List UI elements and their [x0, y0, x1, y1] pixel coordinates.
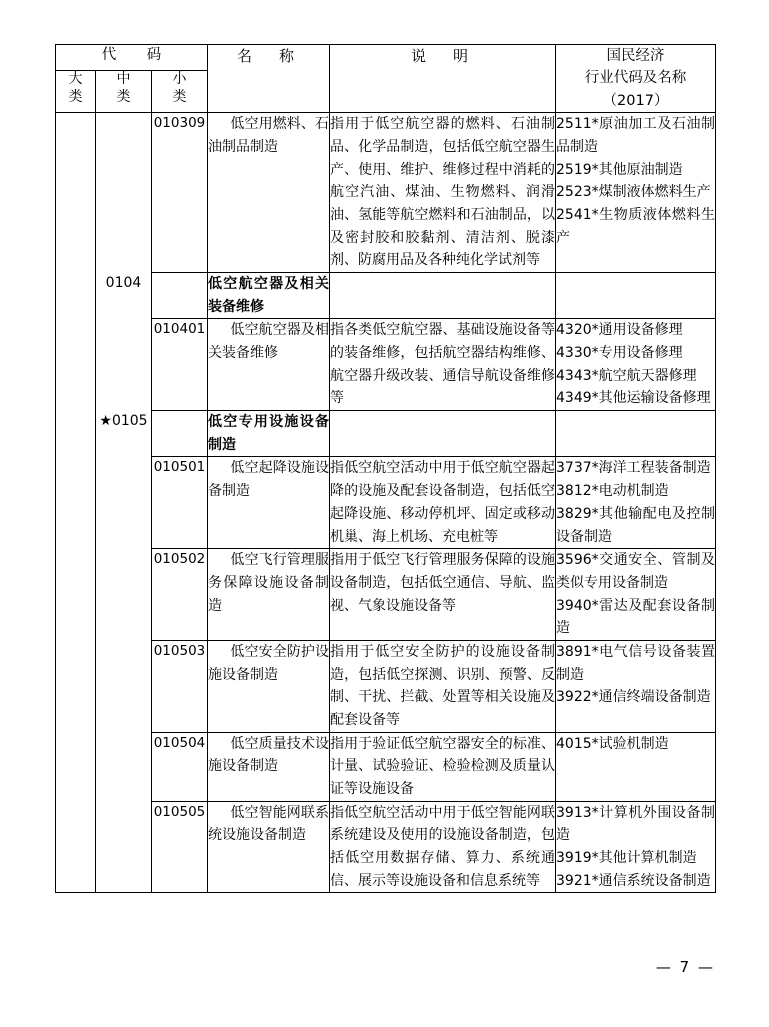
header-gm-line3: （2017） — [602, 92, 669, 109]
cell-big-class — [56, 113, 96, 273]
table-row — [56, 549, 716, 641]
cell-gm-code — [556, 411, 716, 457]
table-header-row-1 — [56, 45, 716, 71]
cell-name: 低空起降设施设备制造 — [208, 457, 330, 549]
cell-description: 指用于低空安全防护的设施设备制造，包括低空探测、识别、预警、反制、干扰、拦截、处置等相关设施及配套设备等 — [330, 640, 556, 732]
gm-entry: 3596*交通安全、管制及类似专用设备制造 — [556, 552, 715, 591]
cell-mid-class: 0104 — [96, 273, 152, 319]
cell-name: 低空航空器及相关装备维修 — [208, 273, 330, 319]
cell-gm-code — [556, 273, 716, 319]
cell-description: 指用于低空飞行管理服务保障的设施设备制造，包括低空通信、导航、监视、气象设施设备等 — [330, 549, 556, 641]
gm-entry: 2511*原油加工及石油制品制造 — [556, 116, 715, 156]
cell-gm-code — [556, 319, 716, 411]
cell-gm-code — [556, 732, 716, 801]
cell-gm-code — [556, 549, 716, 641]
cell-small-class: 010309 — [152, 113, 208, 273]
cell-mid-class — [96, 640, 152, 732]
gm-entry: 3922*通信终端设备制造 — [556, 689, 711, 706]
header-name — [208, 45, 330, 113]
cell-small-class: 010401 — [152, 319, 208, 411]
header-description — [330, 45, 556, 113]
gm-entry: 3829*其他输配电及控制设备制造 — [556, 505, 715, 545]
cell-big-class — [56, 457, 96, 549]
cell-small-class — [152, 273, 208, 319]
header-gm-code — [556, 45, 716, 113]
cell-name: 低空航空器及相关装备维修 — [208, 319, 330, 411]
cell-mid-class — [96, 113, 152, 273]
header-code-group-label: 代 码 — [101, 47, 170, 63]
cell-gm-code — [556, 801, 716, 893]
gm-entry: 3737*海洋工程装备制造 — [556, 460, 711, 477]
cell-small-class — [152, 411, 208, 457]
cell-mid-class — [96, 319, 152, 411]
cell-name: 低空质量技术设施设备制造 — [208, 732, 330, 801]
header-big-class: 大 类 — [56, 71, 96, 113]
header-mid-class: 中 类 — [96, 71, 152, 113]
table-row — [56, 457, 716, 549]
cell-big-class — [56, 640, 96, 732]
cell-small-class: 010501 — [152, 457, 208, 549]
cell-big-class — [56, 732, 96, 801]
header-gm-line2: 行业代码及名称 — [584, 70, 687, 87]
table-row — [56, 732, 716, 801]
gm-entry: 4320*通用设备修理 — [556, 322, 683, 339]
cell-description — [330, 273, 556, 319]
gm-entry: 2523*煤制液体燃料生产 — [556, 184, 711, 201]
cell-name: 低空用燃料、石油制品制造 — [208, 113, 330, 273]
gm-entry: 3891*电气信号设备装置制造 — [556, 643, 715, 683]
gm-entry: 3940*雷达及配套设备制造 — [556, 597, 715, 637]
gm-entry: 4015*试验机制造 — [556, 735, 669, 752]
cell-big-class — [56, 319, 96, 411]
cell-mid-class — [96, 732, 152, 801]
industry-classification-table — [55, 44, 716, 893]
cell-big-class — [56, 801, 96, 893]
cell-name: 低空专用设施设备制造 — [208, 411, 330, 457]
header-small-class: 小 类 — [152, 71, 208, 113]
header-code-group — [56, 45, 208, 71]
table-row — [56, 113, 716, 273]
cell-gm-code — [556, 640, 716, 732]
cell-mid-class — [96, 457, 152, 549]
gm-entry: 2541*生物质液体燃料生产 — [556, 207, 715, 246]
cell-name: 低空智能网联系统设施设备制造 — [208, 801, 330, 893]
cell-description: 指用于验证低空航空器安全的标准、计量、试验验证、检验检测及质量认证等设施设备 — [330, 732, 556, 801]
cell-mid-class: ★0105 — [96, 411, 152, 457]
cell-description — [330, 411, 556, 457]
cell-small-class: 010505 — [152, 801, 208, 893]
cell-mid-class — [96, 801, 152, 893]
cell-small-class: 010502 — [152, 549, 208, 641]
cell-gm-code — [556, 457, 716, 549]
cell-name: 低空飞行管理服务保障设施设备制造 — [208, 549, 330, 641]
cell-big-class — [56, 549, 96, 641]
page-number: — 7 — — [655, 958, 715, 976]
table-row — [56, 319, 716, 411]
gm-entry: 4349*其他运输设备修理 — [556, 390, 711, 407]
cell-big-class — [56, 273, 96, 319]
table-body — [56, 113, 716, 893]
header-name-label: 名 称 — [236, 47, 300, 65]
gm-entry: 4343*航空航天器修理 — [556, 367, 697, 384]
cell-big-class — [56, 411, 96, 457]
cell-mid-class — [96, 549, 152, 641]
cell-description: 指各类低空航空器、基础设施设备等的装备维修，包括航空器结构维修、航空器升级改装、通信导航设备维修等 — [330, 319, 556, 411]
header-description-label: 说 明 — [410, 47, 474, 65]
cell-small-class: 010503 — [152, 640, 208, 732]
cell-gm-code — [556, 113, 716, 273]
gm-entry: 3919*其他计算机制造 — [556, 849, 697, 866]
gm-entry: 4330*专用设备修理 — [556, 345, 683, 362]
cell-description: 指低空航空活动中用于低空智能网联系统建设及使用的设施设备制造，包括低空用数据存储、算力、系统通信、展示等设施设备和信息系统等 — [330, 801, 556, 893]
table-row — [56, 273, 716, 319]
header-gm-line1: 国民经济 — [606, 48, 665, 64]
table-row — [56, 801, 716, 893]
cell-description: 指低空航空活动中用于低空航空器起降的设施及配套设备制造，包括低空起降设施、移动停机坪、固定或移动机巢、海上机场、充电桩等 — [330, 457, 556, 549]
cell-description: 指用于低空航空器的燃料、石油制品、化学品制造，包括低空航空器生产、使用、维护、维修过程中消耗的航空汽油、煤油、生物燃料、润滑油、氢能等航空燃料和石油制品，以及密封胶和胶黏剂、清洁剂、脱漆剂、防腐用品及各种纯化学试剂等 — [330, 113, 556, 273]
gm-entry: 3913*计算机外围设备制造 — [556, 804, 715, 844]
cell-name: 低空安全防护设施设备制造 — [208, 640, 330, 732]
gm-entry: 3921*通信系统设备制造 — [556, 872, 711, 889]
gm-entry: 2519*其他原油制造 — [556, 161, 683, 178]
table-row — [56, 640, 716, 732]
gm-entry: 3812*电动机制造 — [556, 483, 669, 500]
cell-small-class: 010504 — [152, 732, 208, 801]
table-row — [56, 411, 716, 457]
